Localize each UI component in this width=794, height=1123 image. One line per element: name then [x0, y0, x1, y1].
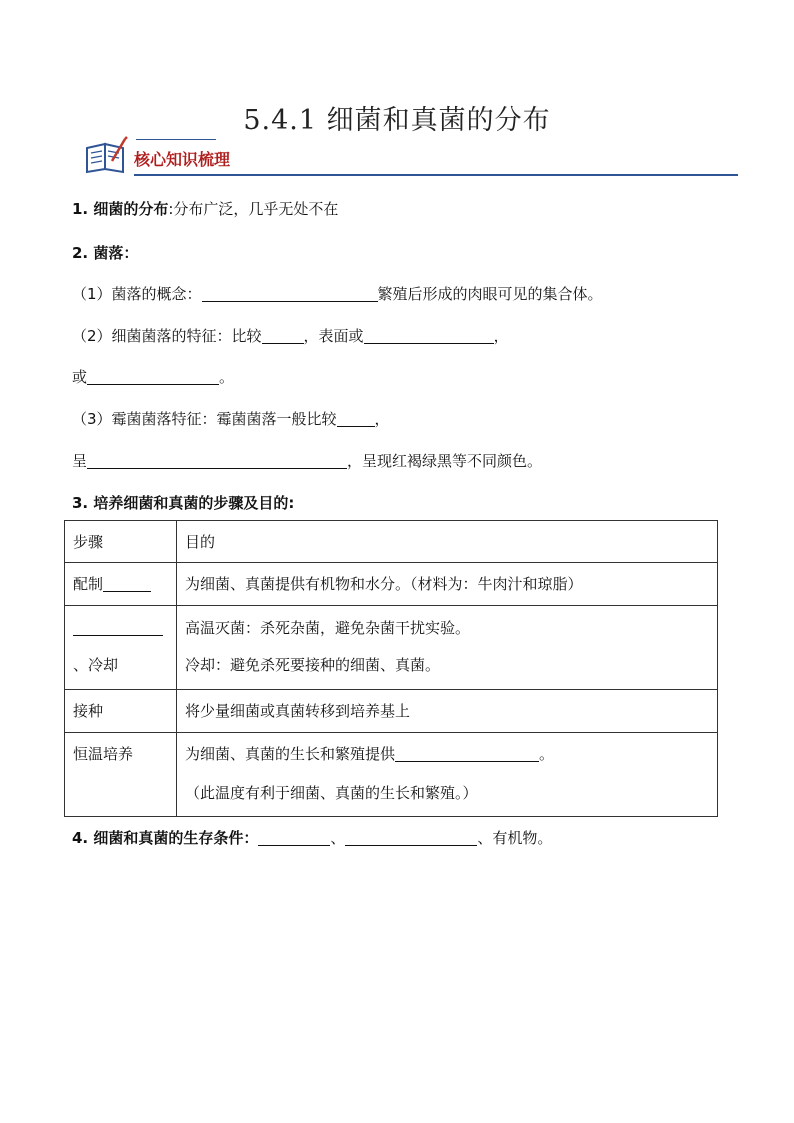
p2-text-c: ， — [493, 327, 509, 345]
header-bottom-rule — [134, 174, 738, 176]
item1-label: 1. 细菌的分布 — [72, 200, 169, 218]
p2-text-a: （2）细菌菌落的特征：比较 — [72, 327, 262, 345]
blank-colony-source[interactable] — [202, 285, 378, 302]
item2-heading: 2. 菌落： — [72, 244, 139, 262]
blank-surface-1[interactable] — [364, 327, 494, 344]
blank-condition-2[interactable] — [345, 829, 477, 846]
p1-text-b: 繁殖后形成的肉眼可见的集合体。 — [377, 285, 603, 303]
table-header-step: 步骤 — [65, 521, 177, 563]
book-icon — [84, 136, 128, 174]
blank-surface-2[interactable] — [87, 368, 219, 385]
row1-step: 配制 — [65, 563, 177, 606]
table-header-purpose: 目的 — [177, 521, 718, 563]
steps-table — [64, 520, 718, 817]
blank-colony-size[interactable] — [262, 327, 304, 344]
item4-line — [72, 827, 552, 849]
item4-sep2: 、有机物。 — [477, 829, 553, 847]
row2-purpose: 高温灭菌：杀死杂菌，避免杂菌干扰实验。 冷却：避免杀死要接种的细菌、真菌。 — [177, 606, 718, 690]
table-row — [65, 733, 718, 817]
row2-step: 、冷却 — [65, 606, 177, 690]
row1-purpose: 为细菌、真菌提供有机物和水分。（材料为：牛肉汁和琼脂） — [177, 563, 718, 606]
item1-line — [72, 198, 338, 220]
table-row — [65, 563, 718, 606]
header-top-rule — [136, 139, 216, 140]
item2-p2-cont — [72, 366, 234, 388]
p3-text-d: ，呈现红褐绿黑等不同颜色。 — [347, 452, 543, 470]
blank-sterilize[interactable] — [73, 619, 163, 636]
item2-p3 — [72, 408, 390, 430]
p2-text-e: 。 — [219, 368, 235, 386]
section-header-label: 核心知识梳理 — [134, 150, 231, 169]
blank-condition-1[interactable] — [258, 829, 330, 846]
item2-label — [72, 242, 138, 264]
section-header — [84, 134, 738, 180]
blank-mold-shape[interactable] — [87, 452, 347, 469]
item3-label — [72, 492, 294, 514]
row4-step: 恒温培养 — [65, 733, 177, 817]
item1-text: :分布广泛，几乎无处不在 — [168, 200, 339, 218]
blank-temperature[interactable] — [395, 745, 539, 762]
p3-text-c: 呈 — [72, 452, 88, 470]
item2-p3-cont — [72, 450, 542, 472]
blank-prepare[interactable] — [103, 575, 151, 592]
item2-p2 — [72, 325, 509, 347]
table-row — [65, 521, 718, 563]
p1-text-a: （1）菌落的概念： — [72, 285, 202, 303]
row4-purpose: 为细菌、真菌的生长和繁殖提供 。 （此温度有利于细菌、真菌的生长和繁殖。） — [177, 733, 718, 817]
row3-purpose: 将少量细菌或真菌转移到培养基上 — [177, 690, 718, 733]
blank-mold-size[interactable] — [337, 410, 375, 427]
p2-text-b: ，表面或 — [303, 327, 364, 345]
item3-heading: 3. 培养细菌和真菌的步骤及目的: — [72, 494, 295, 512]
row3-step: 接种 — [65, 690, 177, 733]
item2-p1 — [72, 283, 603, 305]
p3-text-a: （3）霉菌菌落特征：霉菌菌落一般比较 — [72, 410, 337, 428]
table-row — [65, 690, 718, 733]
table-row — [65, 606, 718, 690]
page-title: 5.4.1 细菌和真菌的分布 — [243, 105, 551, 136]
p3-text-b: ， — [374, 410, 390, 428]
p2-text-d: 或 — [72, 368, 88, 386]
item4-label: 4. 细菌和真菌的生存条件： — [72, 829, 259, 847]
item4-sep1: 、 — [330, 829, 346, 847]
